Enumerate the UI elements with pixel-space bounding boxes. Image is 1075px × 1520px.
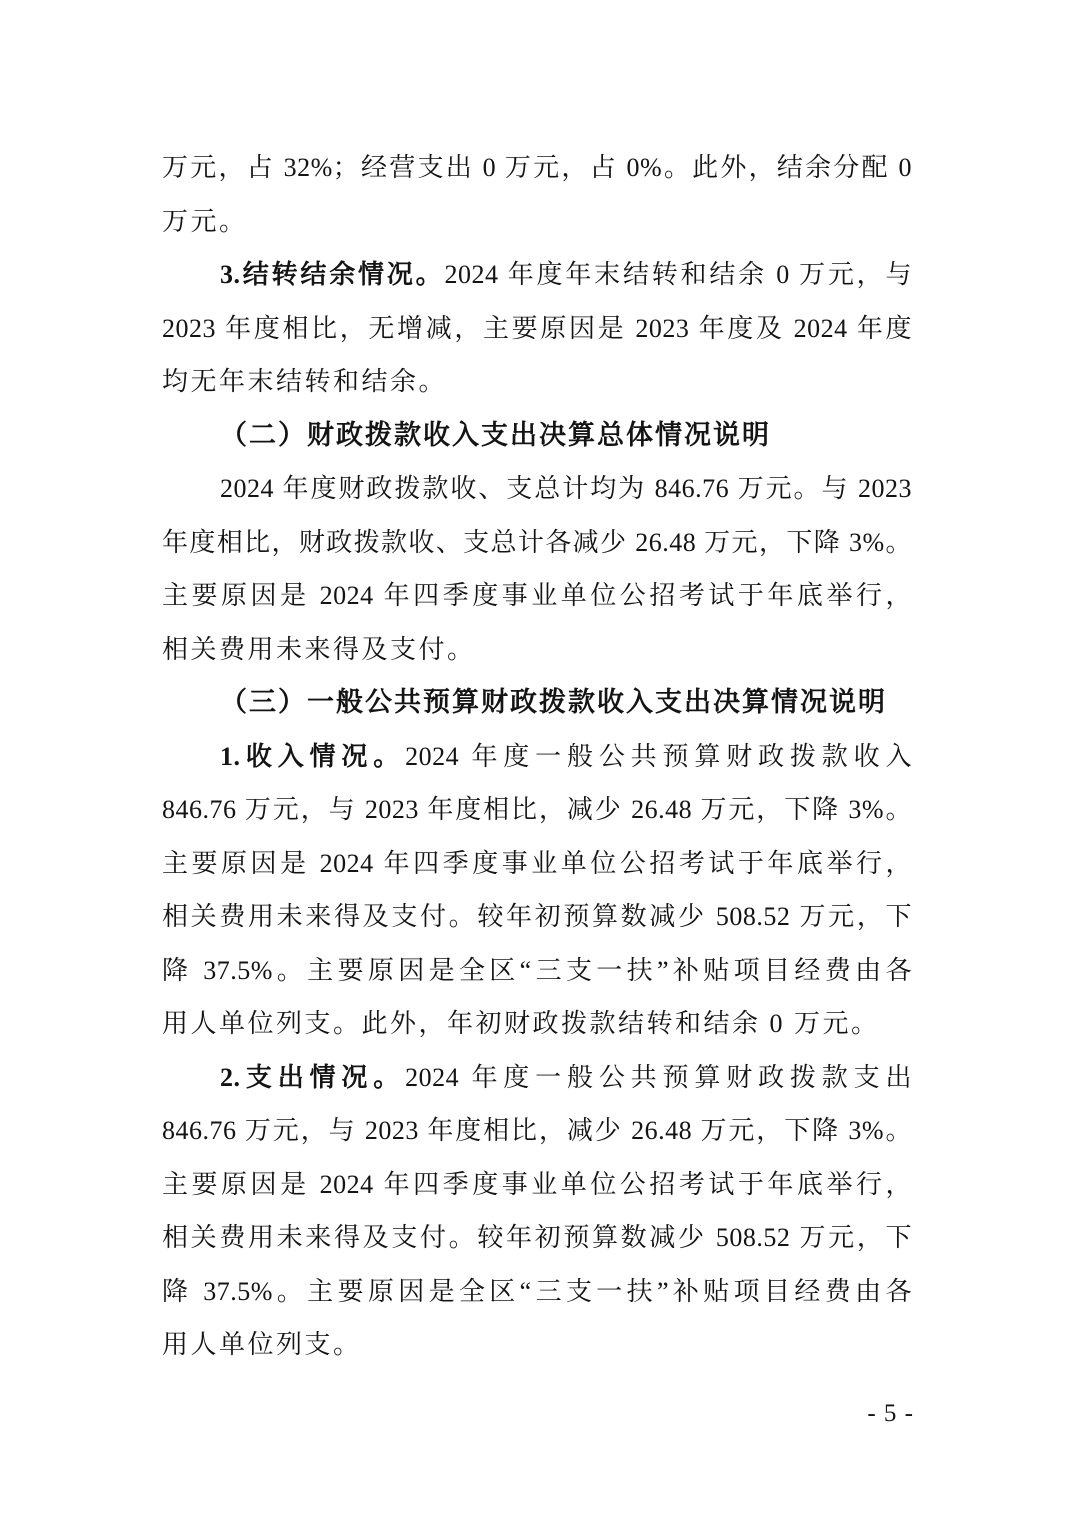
text-run: 846.76 万元，与 2023 年度相比，减少 26.48 万元，下降 3%。	[162, 795, 912, 824]
text-line	[162, 1265, 912, 1319]
text-run: 846.76 万元，与 2023 年度相比，减少 26.48 万元，下降 3%。	[162, 1116, 912, 1145]
text-line	[162, 1051, 912, 1105]
text-line	[162, 890, 912, 944]
bold-text-run: （二）财政拨款收入支出决算总体情况说明	[220, 419, 771, 450]
text-line	[162, 623, 912, 677]
text-run: 2024 年度年末结转和结余 0 万元，与	[444, 260, 912, 289]
text-run: 主要原因是 2024 年四季度事业单位公招考试于年底举行，	[162, 848, 912, 878]
text-line	[162, 944, 912, 998]
text-run: 2024 年度一般公共预算财政拨款收入	[405, 741, 912, 771]
text-line	[162, 195, 912, 249]
text-line	[162, 248, 912, 302]
text-run: 年度相比，财政拨款收、支总计各减少 26.48 万元，下降 3%。	[162, 527, 912, 557]
text-line	[162, 783, 912, 837]
bold-text-run: 2.支出情况。	[220, 1062, 406, 1092]
text-line	[162, 1158, 912, 1212]
text-line	[162, 1104, 912, 1158]
text-line	[162, 997, 912, 1051]
text-run: 降 37.5%。主要原因是全区“三支一扶”补贴项目经费由各	[162, 1276, 912, 1306]
text-line	[162, 141, 912, 195]
bold-text-run: 1.收入情况。	[220, 741, 406, 771]
text-run: 用人单位列支。	[162, 1330, 362, 1359]
text-line	[162, 1318, 912, 1372]
text-run: 降 37.5%。主要原因是全区“三支一扶”补贴项目经费由各	[162, 955, 912, 985]
text-line	[162, 730, 912, 784]
text-line	[162, 1211, 912, 1265]
section-heading	[162, 676, 912, 730]
text-run: 2024 年度财政拨款收、支总计均为 846.76 万元。与 2023	[220, 474, 912, 503]
text-line	[162, 516, 912, 570]
bold-text-run: 3.结转结余情况。	[220, 260, 445, 289]
text-run: 万元，占 32%；经营支出 0 万元，占 0%。此外，结余分配 0	[162, 153, 912, 182]
text-run: 用人单位列支。此外，年初财政拨款结转和结余 0 万元。	[162, 1009, 880, 1038]
text-line	[162, 462, 912, 516]
text-run: 万元。	[162, 206, 248, 236]
bold-text-run: （三）一般公共预算财政拨款收入支出决算情况说明	[220, 687, 887, 717]
text-line	[162, 355, 912, 409]
text-run: 相关费用未来得及支付。较年初预算数减少 508.52 万元，下	[162, 1223, 912, 1252]
text-run: 相关费用未来得及支付。	[162, 634, 476, 664]
text-run: 主要原因是 2024 年四季度事业单位公招考试于年底举行，	[162, 1169, 912, 1199]
document-body	[162, 141, 912, 1372]
page-number: - 5 -	[867, 1400, 914, 1427]
text-line	[162, 569, 912, 623]
text-line	[162, 837, 912, 891]
text-line	[162, 302, 912, 356]
text-run: 均无年末结转和结余。	[162, 367, 448, 396]
text-run: 2023 年度相比，无增减，主要原因是 2023 年度及 2024 年度	[162, 313, 912, 343]
section-heading	[162, 409, 912, 463]
text-run: 2024 年度一般公共预算财政拨款支出	[405, 1062, 912, 1092]
text-run: 主要原因是 2024 年四季度事业单位公招考试于年底举行，	[162, 581, 912, 610]
text-run: 相关费用未来得及支付。较年初预算数减少 508.52 万元，下	[162, 902, 912, 931]
